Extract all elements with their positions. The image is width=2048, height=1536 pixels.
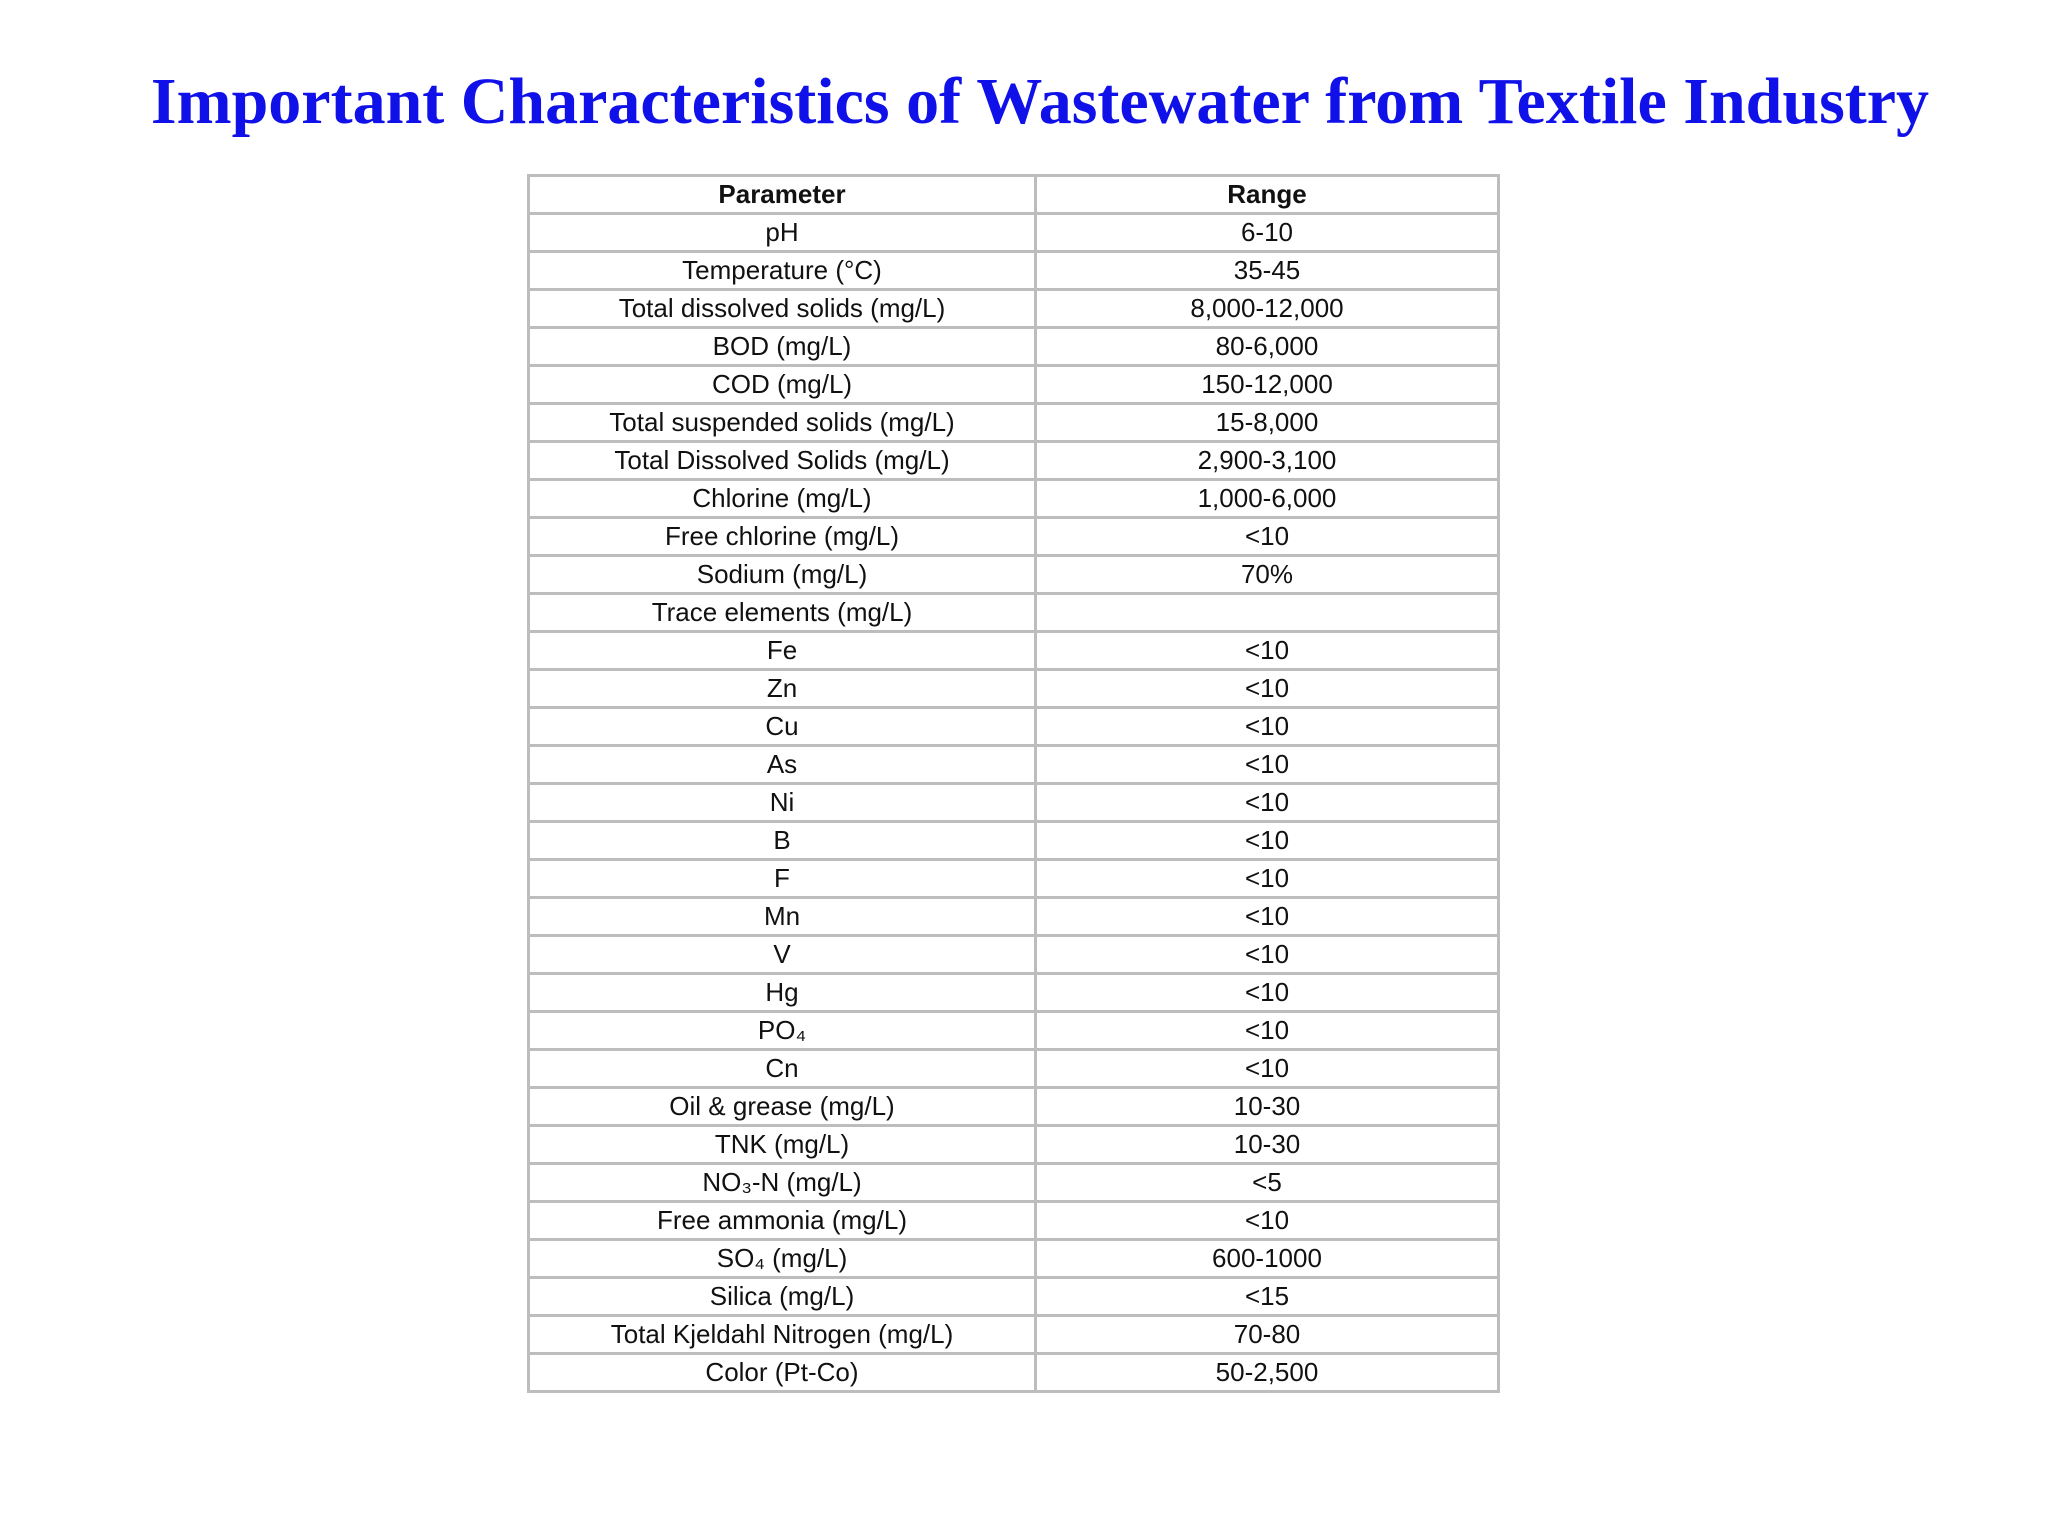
parameter-cell: Free ammonia (mg/L) [529, 1202, 1036, 1240]
parameter-cell: Ni [529, 784, 1036, 822]
range-cell: <15 [1036, 1278, 1499, 1316]
table-row [529, 1164, 1499, 1202]
table-row [529, 822, 1499, 860]
range-cell: <10 [1036, 1012, 1499, 1050]
table-row [529, 708, 1499, 746]
range-cell: <10 [1036, 632, 1499, 670]
parameter-cell: Total Kjeldahl Nitrogen (mg/L) [529, 1316, 1036, 1354]
table-body [529, 214, 1499, 1392]
range-cell: <10 [1036, 708, 1499, 746]
range-cell: 1,000-6,000 [1036, 480, 1499, 518]
parameter-cell: Fe [529, 632, 1036, 670]
table-row [529, 746, 1499, 784]
range-cell: <10 [1036, 518, 1499, 556]
table-row [529, 328, 1499, 366]
parameter-cell: Chlorine (mg/L) [529, 480, 1036, 518]
range-cell: 8,000-12,000 [1036, 290, 1499, 328]
range-cell: <10 [1036, 936, 1499, 974]
table-row [529, 1202, 1499, 1240]
table-row [529, 1012, 1499, 1050]
range-cell: <10 [1036, 746, 1499, 784]
table-row [529, 936, 1499, 974]
parameter-cell: NO₃-N (mg/L) [529, 1164, 1036, 1202]
table-row [529, 480, 1499, 518]
parameter-cell: BOD (mg/L) [529, 328, 1036, 366]
parameter-cell: Temperature (°C) [529, 252, 1036, 290]
table-row [529, 404, 1499, 442]
range-cell: <10 [1036, 974, 1499, 1012]
table-row [529, 670, 1499, 708]
range-cell: 80-6,000 [1036, 328, 1499, 366]
table-row [529, 784, 1499, 822]
parameter-cell: Zn [529, 670, 1036, 708]
parameter-cell: Free chlorine (mg/L) [529, 518, 1036, 556]
range-cell: <10 [1036, 784, 1499, 822]
range-cell: 600-1000 [1036, 1240, 1499, 1278]
table-row [529, 898, 1499, 936]
parameter-cell: Total suspended solids (mg/L) [529, 404, 1036, 442]
table-row [529, 1126, 1499, 1164]
table-row [529, 290, 1499, 328]
range-cell: 70% [1036, 556, 1499, 594]
table-row [529, 632, 1499, 670]
table-row [529, 556, 1499, 594]
table-row [529, 442, 1499, 480]
table-row [529, 594, 1499, 632]
parameter-cell: SO₄ (mg/L) [529, 1240, 1036, 1278]
parameter-cell: Total Dissolved Solids (mg/L) [529, 442, 1036, 480]
parameter-cell: Color (Pt-Co) [529, 1354, 1036, 1392]
range-cell: <5 [1036, 1164, 1499, 1202]
parameter-cell: As [529, 746, 1036, 784]
table-row [529, 1088, 1499, 1126]
table-row [529, 1316, 1499, 1354]
characteristics-table [527, 174, 1500, 1393]
range-cell: 150-12,000 [1036, 366, 1499, 404]
characteristics-table-container [527, 174, 1497, 1393]
parameter-cell: Cu [529, 708, 1036, 746]
table-row [529, 1354, 1499, 1392]
range-cell [1036, 594, 1499, 632]
range-cell: <10 [1036, 670, 1499, 708]
range-column-header: Range [1036, 176, 1499, 214]
range-cell: <10 [1036, 1202, 1499, 1240]
table-row [529, 252, 1499, 290]
parameter-cell: Total dissolved solids (mg/L) [529, 290, 1036, 328]
table-header-row [529, 176, 1499, 214]
range-cell: 10-30 [1036, 1088, 1499, 1126]
parameter-cell: PO₄ [529, 1012, 1036, 1050]
range-cell: 35-45 [1036, 252, 1499, 290]
range-cell: <10 [1036, 1050, 1499, 1088]
parameter-cell: COD (mg/L) [529, 366, 1036, 404]
parameter-column-header: Parameter [529, 176, 1036, 214]
parameter-cell: pH [529, 214, 1036, 252]
range-cell: 15-8,000 [1036, 404, 1499, 442]
range-cell: 10-30 [1036, 1126, 1499, 1164]
parameter-cell: Sodium (mg/L) [529, 556, 1036, 594]
table-row [529, 214, 1499, 252]
page-title: Important Characteristics of Wastewater from Textile Industry [150, 65, 1930, 138]
range-cell: <10 [1036, 898, 1499, 936]
parameter-cell: Silica (mg/L) [529, 1278, 1036, 1316]
parameter-cell: Trace elements (mg/L) [529, 594, 1036, 632]
parameter-cell: B [529, 822, 1036, 860]
range-cell: <10 [1036, 822, 1499, 860]
range-cell: 50-2,500 [1036, 1354, 1499, 1392]
parameter-cell: Oil & grease (mg/L) [529, 1088, 1036, 1126]
parameter-cell: Cn [529, 1050, 1036, 1088]
table-row [529, 1240, 1499, 1278]
table-row [529, 366, 1499, 404]
parameter-cell: V [529, 936, 1036, 974]
parameter-cell: F [529, 860, 1036, 898]
table-row [529, 1050, 1499, 1088]
range-cell: 6-10 [1036, 214, 1499, 252]
table-row [529, 518, 1499, 556]
range-cell: 70-80 [1036, 1316, 1499, 1354]
parameter-cell: Hg [529, 974, 1036, 1012]
table-row [529, 1278, 1499, 1316]
parameter-cell: Mn [529, 898, 1036, 936]
range-cell: 2,900-3,100 [1036, 442, 1499, 480]
parameter-cell: TNK (mg/L) [529, 1126, 1036, 1164]
table-row [529, 860, 1499, 898]
table-row [529, 974, 1499, 1012]
range-cell: <10 [1036, 860, 1499, 898]
